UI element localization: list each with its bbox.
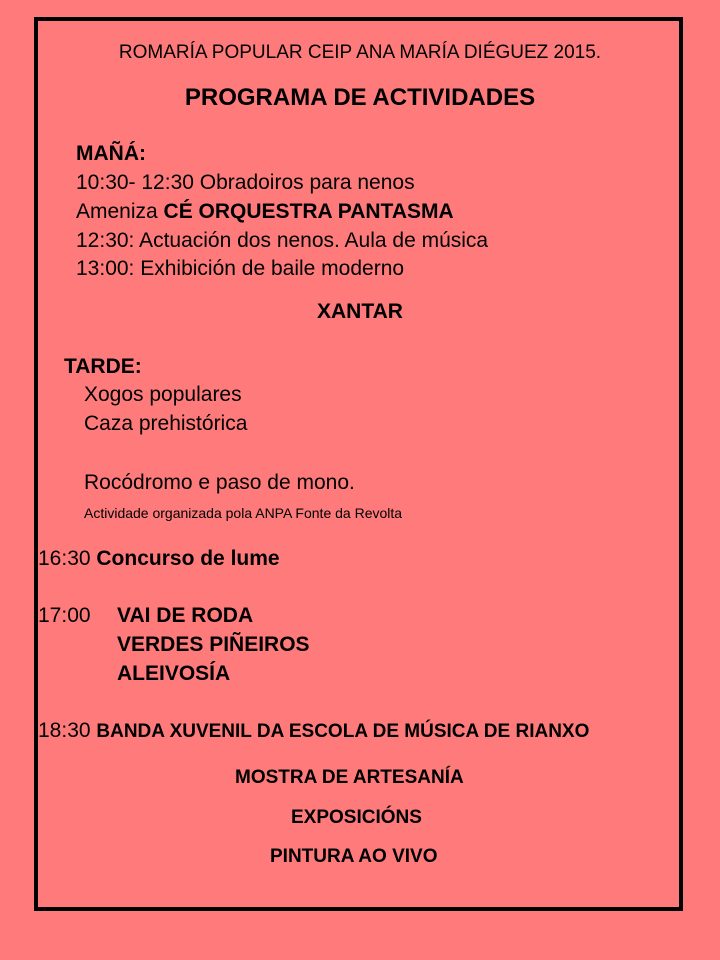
- afternoon-heading: TARDE:: [64, 355, 142, 378]
- band-xuvenil-label: BANDA XUVENIL DA ESCOLA DE MÚSICA DE RIANXO: [96, 721, 590, 742]
- fire-label: Concurso de lume: [96, 547, 280, 570]
- lunch-label: XANTAR: [317, 300, 403, 323]
- morning-heading: MAÑÁ:: [76, 142, 146, 165]
- band-aleivosia: ALEIVOSÍA: [117, 662, 231, 685]
- schedule-band-xuvenil: [38, 720, 589, 741]
- page-title: PROGRAMA DE ACTIVIDADES: [184, 84, 536, 111]
- afternoon-note: Actividade organizada pola ANPA Fonte da Revolta: [84, 505, 403, 521]
- extra-crafts: MOSTRA DE ARTESANÍA: [235, 767, 464, 788]
- extra-exhibitions: EXPOSICIÓNS: [291, 807, 422, 828]
- band-xuvenil-time: 18:30: [38, 719, 97, 742]
- afternoon-item-hunt: Caza prehistórica: [84, 412, 248, 435]
- morning-line-orchestra: [76, 201, 454, 222]
- music-time: 17:00: [38, 604, 91, 627]
- orchestra-name: CÉ ORQUESTRA PANTASMA: [163, 200, 454, 223]
- event-subtitle: ROMARÍA POPULAR CEIP ANA MARÍA DIÉGUEZ 2015.: [118, 42, 602, 63]
- band-vai-de-roda: VAI DE RODA: [117, 604, 254, 627]
- band-verdes-pineiros: VERDES PIÑEIROS: [117, 633, 310, 656]
- afternoon-item-climbing: Rocódromo e paso de mono.: [84, 471, 355, 494]
- extra-live-painting: PINTURA AO VIVO: [270, 846, 438, 867]
- morning-line-performance: 12:30: Actuación dos nenos. Aula de música: [76, 229, 489, 252]
- morning-line-dance: 13:00: Exhibición de baile moderno: [76, 257, 405, 280]
- afternoon-item-games: Xogos populares: [84, 383, 242, 406]
- fire-time: 16:30: [38, 547, 97, 570]
- morning-line-workshops: 10:30- 12:30 Obradoiros para nenos: [76, 171, 415, 194]
- schedule-fire: [38, 548, 280, 569]
- orchestra-prefix: Ameniza: [76, 200, 164, 223]
